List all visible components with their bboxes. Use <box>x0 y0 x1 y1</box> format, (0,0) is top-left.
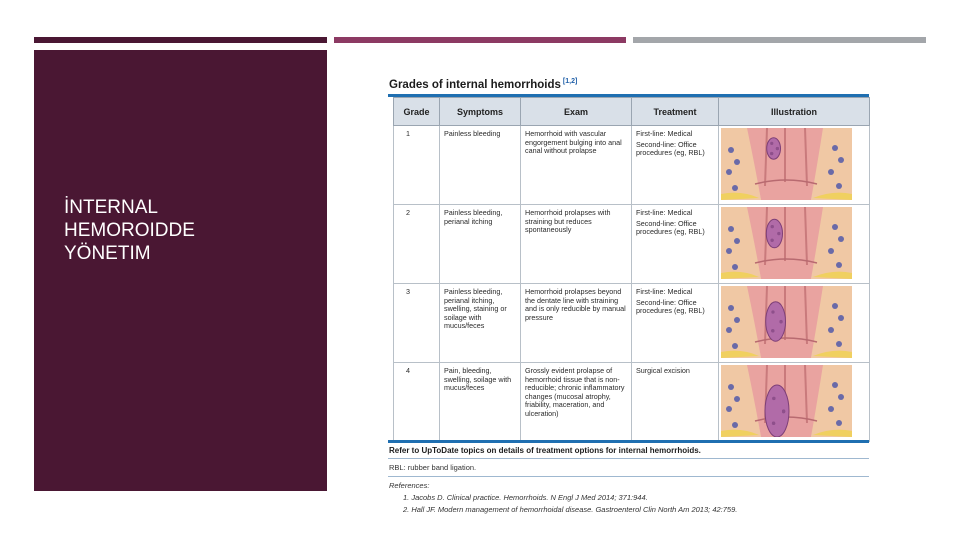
symptoms-cell: Painless bleeding, perianal itching <box>440 205 521 284</box>
treatment-second-line: Second-line: Office procedures (eg, RBL) <box>636 218 705 237</box>
hemorrhoid-spot <box>776 147 779 150</box>
figure-footer-note: Refer to UpToDate topics on details of treatment options for internal hemorrhoids. <box>389 446 701 455</box>
decor-bar-grey <box>633 37 926 43</box>
figure-bottom-rule <box>388 440 869 443</box>
vessel-dot <box>728 305 734 311</box>
col-header-illustration: Illustration <box>719 98 870 126</box>
treatment-cell <box>632 363 719 442</box>
vessel-dot <box>832 145 838 151</box>
grade-cell: 1 <box>394 126 440 205</box>
illustration-cell <box>719 363 870 442</box>
treatment-first-line: First-line: Medical <box>636 287 693 296</box>
reference-item: 2. Hall JF. Modern management of hemorrhoidal disease. Gastroenterol Clin North Am 2013; 42:759. <box>403 505 738 514</box>
decor-bar-dark <box>34 37 327 43</box>
slide-title-line-1: İNTERNAL <box>64 197 158 218</box>
hemorrhoid-spot <box>770 152 773 155</box>
treatment-first-line: Surgical excision <box>636 366 690 375</box>
figure-title-text: Grades of internal hemorrhoids <box>389 78 561 91</box>
col-header-exam: Exam <box>521 98 632 126</box>
table-row <box>394 284 870 363</box>
vessel-dot <box>828 248 834 254</box>
grade-cell: 2 <box>394 205 440 284</box>
vessel-dot <box>728 147 734 153</box>
vessel-dot <box>832 224 838 230</box>
vessel-dot <box>726 327 732 333</box>
col-header-grade: Grade <box>394 98 440 126</box>
vessel-dot <box>836 420 842 426</box>
hemorrhoid-spot <box>771 310 774 313</box>
vessel-dot <box>828 406 834 412</box>
hemorrhoid-spot <box>772 421 775 424</box>
vessel-dot <box>832 303 838 309</box>
symptoms-cell: Painless bleeding, perianal itching, swelling, staining or soilage with mucus/feces <box>440 284 521 363</box>
slide-title-line-2: HEMOROIDDE <box>64 220 195 241</box>
vessel-dot <box>828 169 834 175</box>
treatment-second-line: Second-line: Office procedures (eg, RBL) <box>636 139 705 158</box>
illustration-cell <box>719 284 870 363</box>
slide-title <box>64 196 304 265</box>
hemorrhoid-spot <box>782 410 785 413</box>
slide-title-line-3: YÖNETIM <box>64 243 151 264</box>
hemorrhoid-spot <box>772 397 775 400</box>
vessel-dot <box>838 315 844 321</box>
exam-cell: Hemorrhoid with vascular engorgement bulging into anal canal without prolapse <box>521 126 632 205</box>
vessel-dot <box>732 185 738 191</box>
vessel-dot <box>838 236 844 242</box>
hemorrhoid-spot <box>770 142 773 145</box>
treatment-second-line: Second-line: Office procedures (eg, RBL) <box>636 297 705 316</box>
vessel-dot <box>728 384 734 390</box>
illustration-cell <box>719 126 870 205</box>
vessel-dot <box>828 327 834 333</box>
symptoms-cell: Pain, bleeding, swelling, soilage with mucus/feces <box>440 363 521 442</box>
hemorrhoid-spot <box>777 232 780 235</box>
illustration-cell <box>719 205 870 284</box>
vessel-dot <box>726 248 732 254</box>
hemorrhoid-spot <box>779 320 782 323</box>
exam-cell: Hemorrhoid prolapses beyond the dentate line with straining and is only reducible by manual pressure <box>521 284 632 363</box>
vessel-dot <box>734 396 740 402</box>
vessel-dot <box>726 169 732 175</box>
hemorrhoid-illustration <box>721 128 852 200</box>
references-heading: References: <box>389 481 430 490</box>
vessel-dot <box>836 341 842 347</box>
hemorrhoid-spot <box>770 239 773 242</box>
vessel-dot <box>734 159 740 165</box>
hemorrhoid-illustration <box>721 207 852 279</box>
exam-cell: Grossly evident prolapse of hemorrhoid tissue that is non-reducible; chronic inflammatory changes (mucosal atrophy, friability, maceration, and ulceration) <box>521 363 632 442</box>
grade-cell: 3 <box>394 284 440 363</box>
vessel-dot <box>734 238 740 244</box>
abbreviation-note: RBL: rubber band ligation. <box>389 463 477 472</box>
reference-item: 1. Jacobs D. Clinical practice. Hemorrhoids. N Engl J Med 2014; 371:944. <box>403 493 648 502</box>
hemorrhoid-spot <box>771 225 774 228</box>
hemorrhoid-illustration <box>721 286 852 358</box>
vessel-dot <box>838 157 844 163</box>
table-row <box>394 363 870 442</box>
vessel-dot <box>836 183 842 189</box>
hemorrhoid-illustration <box>721 365 852 437</box>
figure-title <box>389 78 577 91</box>
table-header-row <box>394 98 870 126</box>
table-row <box>394 205 870 284</box>
decor-bar-accent <box>334 37 626 43</box>
vessel-dot <box>734 317 740 323</box>
grades-table <box>393 97 870 442</box>
treatment-cell <box>632 284 719 363</box>
treatment-cell <box>632 205 719 284</box>
vessel-dot <box>728 226 734 232</box>
col-header-treatment: Treatment <box>632 98 719 126</box>
divider <box>388 458 869 459</box>
vessel-dot <box>836 262 842 268</box>
treatment-first-line: First-line: Medical <box>636 208 693 217</box>
hemorrhoid-spot <box>771 329 774 332</box>
figure-title-ref: [1,2] <box>562 78 578 85</box>
grade-cell: 4 <box>394 363 440 442</box>
symptoms-cell: Painless bleeding <box>440 126 521 205</box>
table-row <box>394 126 870 205</box>
exam-cell: Hemorrhoid prolapses with straining but reduces spontaneously <box>521 205 632 284</box>
vessel-dot <box>726 406 732 412</box>
hemorrhoid-grades-figure <box>385 74 870 520</box>
title-panel <box>34 50 327 491</box>
vessel-dot <box>838 394 844 400</box>
vessel-dot <box>732 422 738 428</box>
vessel-dot <box>832 382 838 388</box>
treatment-cell <box>632 126 719 205</box>
col-header-symptoms: Symptoms <box>440 98 521 126</box>
hemorrhoid-mass <box>765 385 789 437</box>
divider <box>388 476 869 477</box>
vessel-dot <box>732 343 738 349</box>
treatment-first-line: First-line: Medical <box>636 129 693 138</box>
vessel-dot <box>732 264 738 270</box>
